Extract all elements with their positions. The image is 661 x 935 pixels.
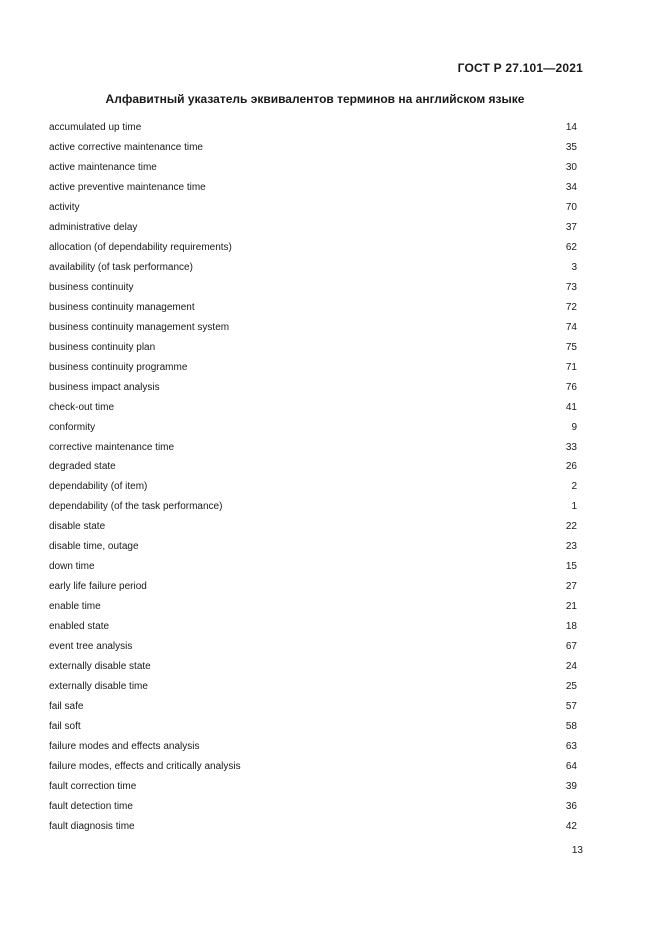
index-entry-term: externally disable state bbox=[49, 661, 151, 673]
index-entry-number: 37 bbox=[565, 221, 577, 233]
index-entry-term: business continuity programme bbox=[49, 361, 188, 373]
index-entry-number: 39 bbox=[565, 780, 577, 792]
index-entry-number: 75 bbox=[565, 341, 577, 353]
index-entry bbox=[49, 657, 577, 677]
index-entry-term: disable state bbox=[49, 521, 106, 533]
index-entry-term: activity bbox=[49, 201, 80, 213]
index-entry-term: failure modes, effects and critically analysis bbox=[49, 761, 241, 772]
index-entry-term: availability (of task performance) bbox=[49, 261, 193, 273]
index-entry bbox=[49, 118, 577, 138]
index-entry bbox=[49, 757, 577, 777]
index-entry bbox=[49, 338, 577, 358]
index-entry-number: 62 bbox=[565, 241, 577, 253]
index-entry-term: check-out time bbox=[49, 401, 115, 413]
index-entry-term: dependability (of the task performance) bbox=[49, 501, 223, 513]
index-entry-number: 33 bbox=[565, 441, 577, 453]
index-entry-number: 71 bbox=[565, 361, 577, 373]
index-entry-number: 58 bbox=[565, 721, 577, 733]
index-entry bbox=[49, 797, 577, 817]
document-code: ГОСТ Р 27.101—2021 bbox=[457, 61, 583, 75]
index-entry bbox=[49, 378, 577, 398]
index-entry bbox=[49, 178, 577, 198]
index-entry bbox=[49, 697, 577, 717]
index-entry-number: 2 bbox=[571, 481, 577, 493]
index-entry-number: 70 bbox=[565, 201, 577, 213]
index-entry bbox=[49, 457, 577, 477]
index-entry bbox=[49, 557, 577, 577]
index-entry-number: 24 bbox=[565, 661, 577, 673]
index-entry-term: externally disable time bbox=[49, 681, 148, 693]
index-entry-number: 57 bbox=[565, 701, 577, 713]
index-entry bbox=[49, 617, 577, 637]
index-entry-number: 14 bbox=[565, 122, 577, 133]
index-entry-number: 9 bbox=[571, 421, 577, 433]
index-entry-number: 64 bbox=[565, 761, 577, 772]
index-entry-term: accumulated up time bbox=[49, 122, 142, 133]
index-entry-term: business continuity management bbox=[49, 301, 195, 313]
index-entry bbox=[49, 318, 577, 338]
index-entry bbox=[49, 238, 577, 258]
index-entry-term: event tree analysis bbox=[49, 641, 133, 653]
index-entry-term: allocation (of dependability requirements) bbox=[49, 241, 232, 253]
index-entry-term: degraded state bbox=[49, 461, 116, 473]
index-entry-number: 67 bbox=[565, 641, 577, 653]
index-entry-number: 42 bbox=[565, 820, 577, 832]
index-entry bbox=[49, 438, 577, 458]
index-entry-term: fail safe bbox=[49, 701, 84, 713]
index-entry-term: active preventive maintenance time bbox=[49, 181, 206, 193]
index-entry bbox=[49, 597, 577, 617]
index-entry bbox=[49, 278, 577, 298]
index-entry-number: 36 bbox=[565, 800, 577, 812]
index-entry bbox=[49, 298, 577, 318]
index-entry-term: business continuity management system bbox=[49, 321, 230, 333]
index-entry-term: fault correction time bbox=[49, 780, 137, 792]
index-entry-number: 26 bbox=[565, 461, 577, 473]
index-entry-number: 1 bbox=[571, 501, 577, 513]
index-entry bbox=[49, 537, 577, 557]
page-number: 13 bbox=[571, 845, 583, 856]
index-entry-number: 22 bbox=[565, 521, 577, 533]
index-entry-number: 72 bbox=[565, 301, 577, 313]
index-entry-number: 3 bbox=[571, 261, 577, 273]
index-entry bbox=[49, 418, 577, 438]
index-entry-number: 23 bbox=[565, 541, 577, 553]
index-entry bbox=[49, 198, 577, 218]
index-entry-term: down time bbox=[49, 561, 95, 573]
index-entry bbox=[49, 497, 577, 517]
index-entry bbox=[49, 577, 577, 597]
index-entry-term: business impact analysis bbox=[49, 381, 160, 393]
index-entry-number: 41 bbox=[565, 401, 577, 413]
index-entry bbox=[49, 218, 577, 238]
index-entry bbox=[49, 158, 577, 178]
index-entry-term: fault detection time bbox=[49, 800, 133, 812]
term-index-list bbox=[49, 118, 577, 837]
index-entry bbox=[49, 817, 577, 837]
index-entry-term: business continuity plan bbox=[49, 341, 156, 353]
index-entry-term: administrative delay bbox=[49, 221, 138, 233]
index-entry-term: business continuity bbox=[49, 281, 134, 293]
index-entry-term: dependability (of item) bbox=[49, 481, 148, 493]
index-entry-number: 18 bbox=[565, 621, 577, 633]
index-entry-number: 25 bbox=[565, 681, 577, 693]
index-entry bbox=[49, 717, 577, 737]
index-entry-term: corrective maintenance time bbox=[49, 441, 175, 453]
index-entry-number: 21 bbox=[565, 601, 577, 613]
index-entry bbox=[49, 777, 577, 797]
index-entry-term: early life failure period bbox=[49, 581, 147, 593]
index-entry-number: 34 bbox=[565, 181, 577, 193]
index-entry-number: 76 bbox=[565, 381, 577, 393]
index-entry bbox=[49, 517, 577, 537]
index-entry bbox=[49, 477, 577, 497]
index-entry-number: 73 bbox=[565, 281, 577, 293]
index-entry bbox=[49, 737, 577, 757]
index-entry-term: fault diagnosis time bbox=[49, 820, 135, 832]
index-entry-number: 15 bbox=[565, 561, 577, 573]
index-entry-number: 74 bbox=[565, 321, 577, 333]
index-entry-term: failure modes and effects analysis bbox=[49, 741, 200, 753]
index-entry-number: 30 bbox=[565, 161, 577, 173]
index-entry-term: enabled state bbox=[49, 621, 110, 633]
index-title: Алфавитный указатель эквивалентов терминов на английском языке bbox=[105, 92, 525, 106]
index-entry bbox=[49, 258, 577, 278]
index-entry bbox=[49, 138, 577, 158]
index-entry-number: 63 bbox=[565, 741, 577, 753]
index-entry-term: enable time bbox=[49, 601, 101, 613]
index-entry-term: active maintenance time bbox=[49, 161, 157, 173]
index-entry bbox=[49, 637, 577, 657]
index-entry-term: fail soft bbox=[49, 721, 81, 733]
index-entry bbox=[49, 358, 577, 378]
index-entry-term: conformity bbox=[49, 421, 96, 433]
index-entry-number: 35 bbox=[565, 141, 577, 153]
index-entry bbox=[49, 398, 577, 418]
index-entry-term: active corrective maintenance time bbox=[49, 141, 203, 153]
index-entry-term: disable time, outage bbox=[49, 541, 139, 553]
index-entry-number: 27 bbox=[565, 581, 577, 593]
index-entry bbox=[49, 677, 577, 697]
